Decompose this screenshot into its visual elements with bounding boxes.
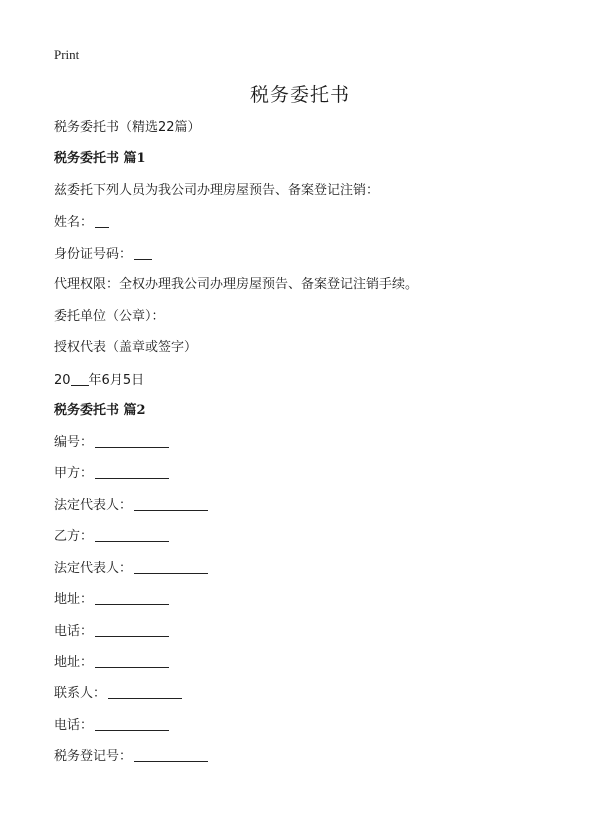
field-label: 法定代表人： <box>54 498 133 513</box>
page-title: 税务委托书 <box>249 84 350 106</box>
date-line <box>54 371 144 390</box>
field-blank <box>134 559 208 574</box>
field-label: 电话： <box>54 718 94 733</box>
field-label: 电话： <box>54 624 94 639</box>
rep-label: 授权代表（盖章或签字） <box>54 340 198 355</box>
date-blank <box>71 371 89 386</box>
print-link[interactable]: Print <box>54 47 80 62</box>
date-suffix: 年6月5日 <box>88 373 145 388</box>
form-field <box>54 622 169 641</box>
field-blank <box>95 464 169 479</box>
authority-paragraph: 代理权限：全权办理我公司办理房屋预告、备案登记注销手续。 <box>54 277 419 292</box>
form-field <box>54 464 169 483</box>
form-field <box>54 747 208 766</box>
field-blank <box>134 747 208 762</box>
field-blank <box>95 433 169 448</box>
section-heading-2: 税务委托书 篇2 <box>54 403 146 418</box>
field-blank <box>95 622 169 637</box>
form-field <box>54 559 208 578</box>
document-subtitle: 税务委托书（精选22篇） <box>54 120 201 135</box>
field-blank <box>95 653 169 668</box>
name-blank <box>95 213 109 228</box>
section-heading-1: 税务委托书 篇1 <box>54 151 146 166</box>
name-field <box>54 213 109 232</box>
form-field <box>54 684 182 703</box>
form-field <box>54 496 208 515</box>
id-blank <box>134 245 152 260</box>
field-blank <box>95 716 169 731</box>
field-blank <box>95 590 169 605</box>
field-label: 税务登记号： <box>54 749 133 764</box>
form-field <box>54 653 169 672</box>
form-field <box>54 433 169 452</box>
field-label: 地址： <box>54 655 94 670</box>
field-label: 编号： <box>54 435 94 450</box>
field-label: 地址： <box>54 592 94 607</box>
name-label: 姓名： <box>54 215 94 230</box>
field-blank <box>134 496 208 511</box>
field-label: 联系人： <box>54 686 107 701</box>
intro-paragraph: 兹委托下列人员为我公司办理房屋预告、备案登记注销： <box>54 183 380 198</box>
field-label: 乙方： <box>54 529 94 544</box>
form-field <box>54 590 169 609</box>
field-blank <box>95 527 169 542</box>
field-label: 甲方： <box>54 466 94 481</box>
field-label: 法定代表人： <box>54 561 133 576</box>
unit-label: 委托单位（公章）： <box>54 309 165 324</box>
date-prefix: 20 <box>54 373 71 388</box>
form-field <box>54 527 169 546</box>
form-field <box>54 716 169 735</box>
id-field <box>54 245 152 264</box>
id-label: 身份证号码： <box>54 247 133 262</box>
field-blank <box>108 684 182 699</box>
